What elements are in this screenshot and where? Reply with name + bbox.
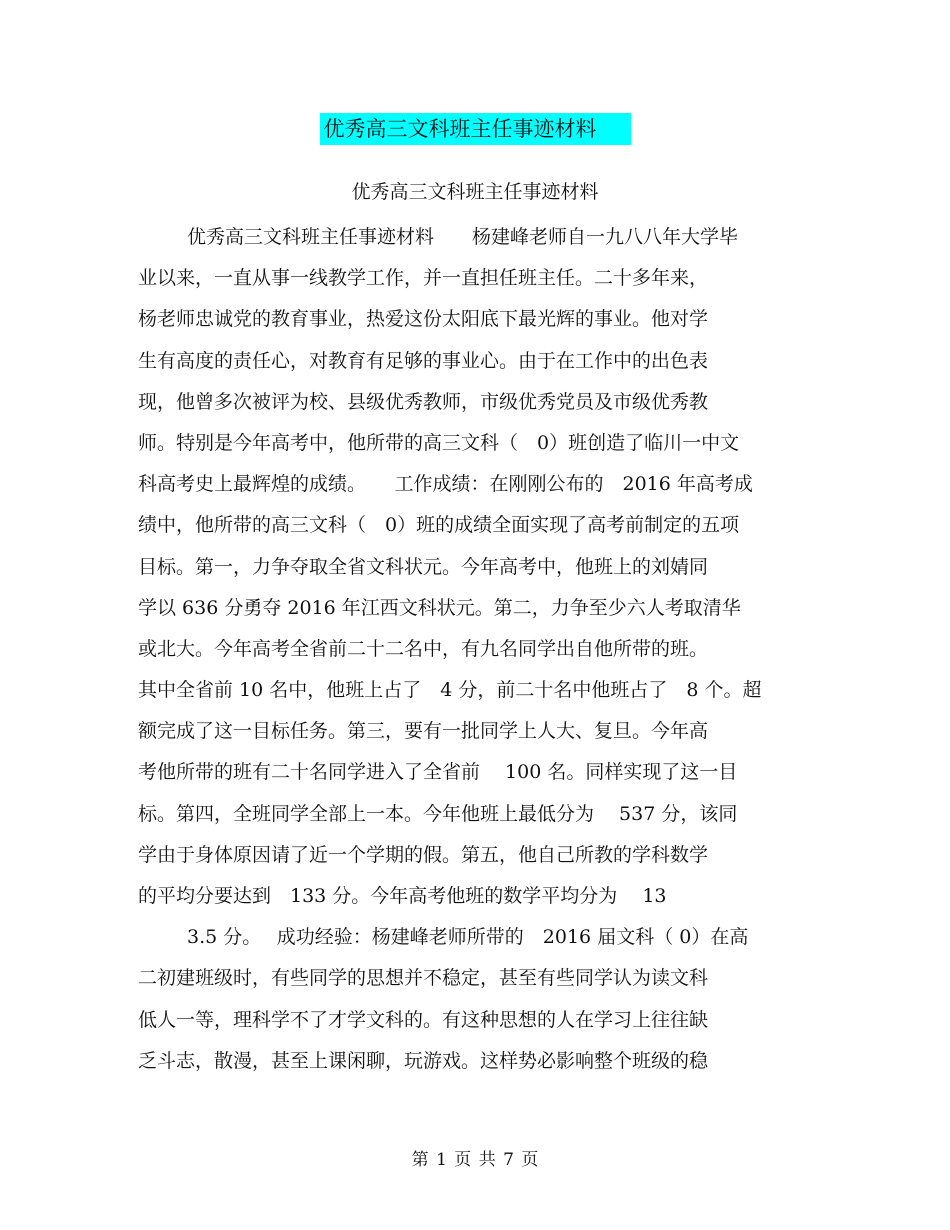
body-line: 生有高度的责任心，对教育有足够的事业心。由于在工作中的出色表	[138, 349, 709, 372]
body-line: 科高考史上最辉煌的成绩。 工作成绩：在刚刚公布的 2016 年高考成	[138, 473, 753, 496]
body-line: 学由于身体原因请了近一个学期的假。第五，他自己所教的学科数学	[138, 843, 709, 866]
body-line: 低人一等，理科学不了才学文科的。有这种思想的人在学习上往往缺	[138, 1008, 709, 1031]
body-line: 或北大。今年高考全省前二十二名中，有九名同学出自他所带的班。	[138, 637, 709, 660]
body-line: 的平均分要达到 133 分。今年高考他班的数学平均分为 13	[138, 885, 667, 907]
document-subtitle: 优秀高三文科班主任事迹材料	[351, 181, 599, 203]
body-line: 乏斗志，散漫，甚至上课闲聊，玩游戏。这样势必影响整个班级的稳	[138, 1049, 709, 1072]
body-line: 杨老师忠诚党的教育事业，热爱这份太阳底下最光辉的事业。他对学	[138, 308, 709, 331]
body-line: 现，他曾多次被评为校、县级优秀教师，市级优秀党员及市级优秀教	[138, 390, 709, 413]
body-line: 目标。第一，力争夺取全省文科状元。今年高考中，他班上的刘婧同	[138, 555, 709, 578]
body-line: 3.5 分。 成功经验：杨建峰老师所带的 2016 届文科（ 0）在高	[187, 926, 749, 949]
title-container	[0, 113, 950, 145]
document-title: 优秀高三文科班主任事迹材料	[320, 113, 631, 145]
body-line: 业以来，一直从事一线教学工作，并一直担任班主任。二十多年来，	[138, 267, 709, 290]
body-line: 考他所带的班有二十名同学进入了全省前 100 名。同样实现了这一目	[138, 761, 738, 784]
body-line: 额完成了这一目标任务。第三，要有一批同学上人大、复旦。今年高	[138, 720, 709, 743]
body-line: 师。特别是今年高考中，他所带的高三文科（ 0）班创造了临川一中文	[138, 431, 740, 454]
body-line: 学以 636 分勇夺 2016 年江西文科状元。第二，力争至少六人考取清华	[138, 596, 741, 619]
body-line: 标。第四，全班同学全部上一本。今年他班上最低分为 537 分，该同	[138, 802, 738, 825]
page-footer: 第 1 页 共 7 页	[411, 1150, 539, 1170]
body-line: 二初建班级时，有些同学的思想并不稳定，甚至有些同学认为读文科	[138, 967, 709, 990]
body-line: 其中全省前 10 名中，他班上占了 4 分，前二十名中他班占了 8 个。超	[138, 679, 762, 702]
body-line: 绩中，他所带的高三文科（ 0）班的成绩全面实现了高考前制定的五项	[138, 514, 740, 537]
body-line: 优秀高三文科班主任事迹材料 杨建峰老师自一九八八年大学毕	[187, 226, 739, 248]
document-body	[138, 217, 818, 1082]
